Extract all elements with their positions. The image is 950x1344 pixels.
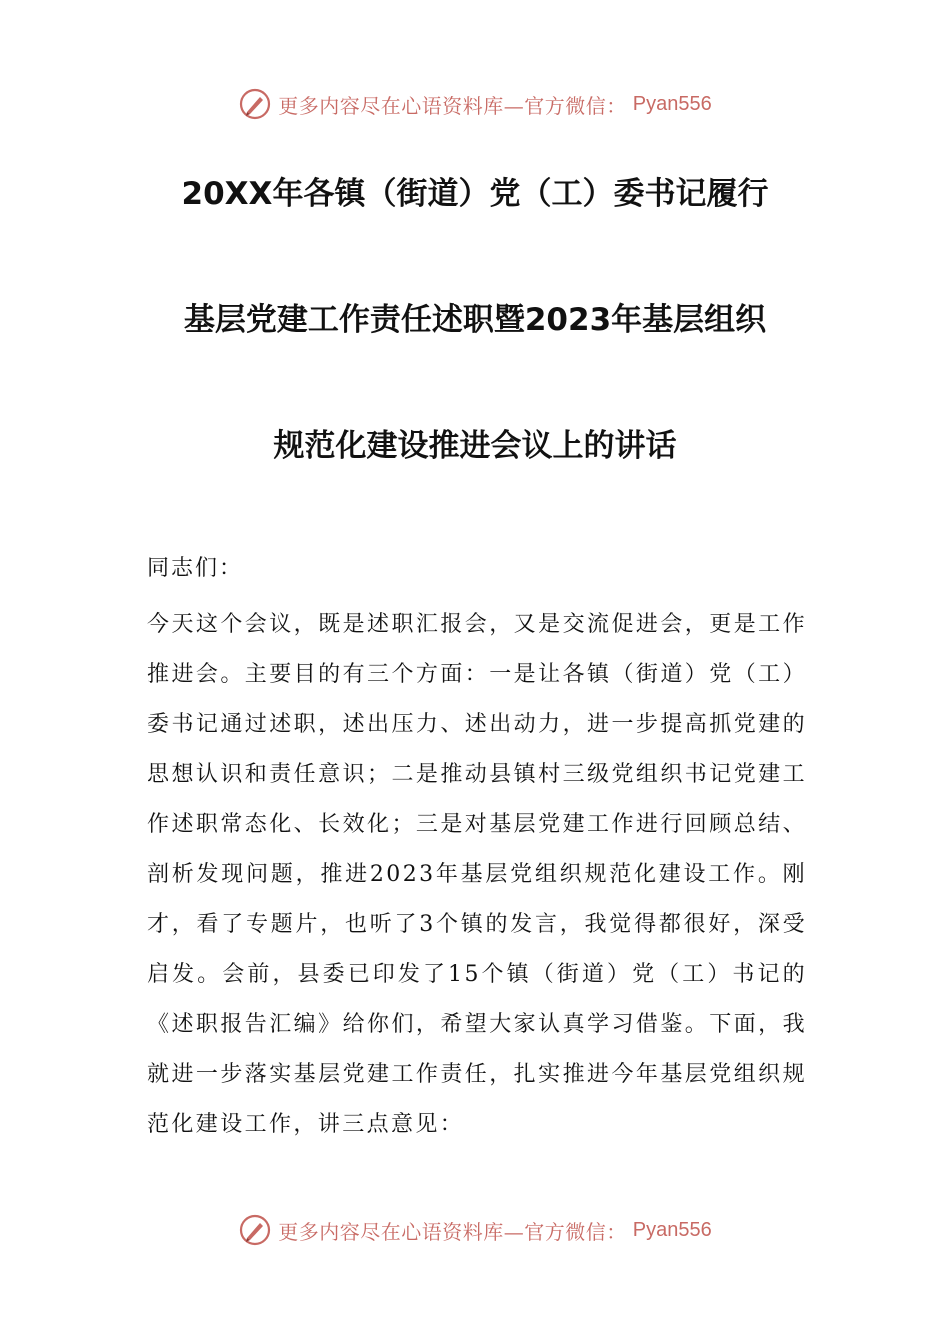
watermark-text: 更多内容尽在心语资料库—官方微信： [278, 1219, 627, 1244]
document-body [147, 550, 807, 1150]
title-line-1: 20XX年各镇（街道）党（工）委书记履行 [181, 176, 769, 212]
watermark-wechat-id: Pyan556 [632, 1218, 712, 1241]
greeting: 同志们： [147, 556, 244, 581]
watermark-wechat-id: Pyan556 [632, 92, 712, 115]
document-title [0, 160, 950, 466]
header-watermark [0, 86, 950, 122]
title-line-3: 规范化建设推进会议上的讲话 [273, 428, 677, 464]
watermark-text: 更多内容尽在心语资料库—官方微信： [278, 93, 627, 118]
body-paragraph: 今天这个会议，既是述职汇报会，又是交流促进会，更是工作推进会。主要目的有三个方面：一是让各镇（街道）党（工）委书记通过述职，述出压力、述出动力，进一步提高抓党建的思想认识和责任意识；二是推动县镇村三级党组织书记党建工作述职常态化、长效化；三是对基层党建工作进行回顾总结、剖析发现问题，推进2023年基层党组织规范化建设工作。刚才，看了专题片，也听了3个镇的发言，我觉得都很好，深受启发。会前，县委已印发了15个镇（街道）党（工）书记的《述职报告汇编》给你们，希望大家认真学习借鉴。下面，我就进一步落实基层党建工作责任，扎实推进今年基层党组织规范化建设工作，讲三点意见： [147, 612, 807, 1137]
title-line-2: 基层党建工作责任述职暨2023年基层组织 [183, 302, 767, 338]
pen-circle-logo-icon [238, 1213, 272, 1247]
pen-circle-logo-icon [238, 87, 272, 121]
footer-watermark [0, 1212, 950, 1248]
